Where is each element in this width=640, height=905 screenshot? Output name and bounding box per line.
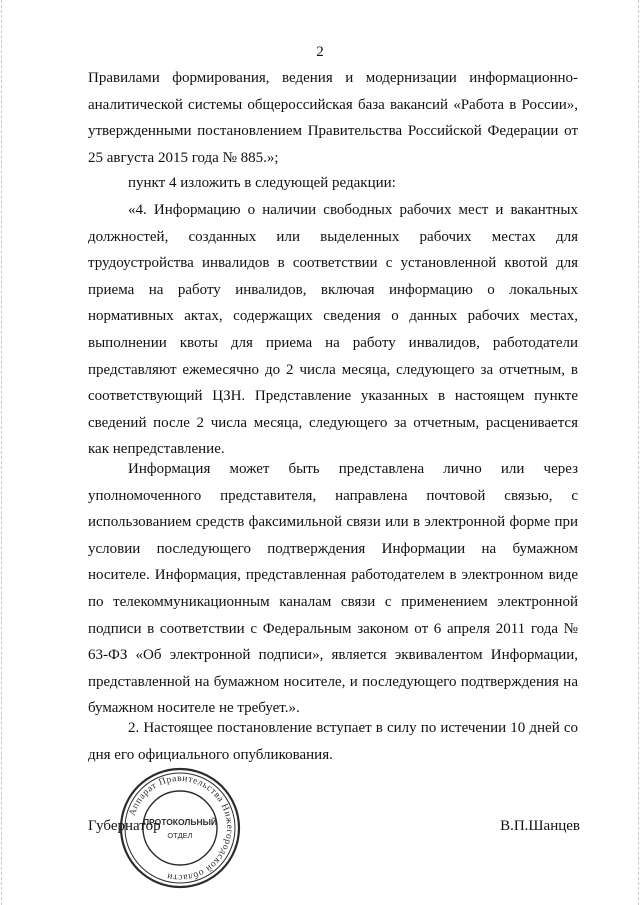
stamp-center-line1: ПРОТОКОЛЬНЫЙ xyxy=(142,817,218,827)
paragraph-info xyxy=(88,456,578,722)
paragraph-quote xyxy=(88,197,578,463)
paragraph-quote-text: «4. Информацию о наличии свободных рабочих мест и вакантных должностей, созданных или выделенных рабочих местах для трудоустройства инвалидов в соответствии с установленной квотой для приема на работу инвалидов, включая информацию о локальных нормативных актах, содержащих сведения о данных рабочих местах, выполнении квоты для приема на работу инвалидов, работодатели представляют ежемесячно до 2 числа месяца, следующего за отчетным, в соответствующий ЦЗН. Представление указанных в настоящем пункте сведений после 2 числа месяца, следующего за отчетным, расценивается как непредставление. xyxy=(88,202,578,458)
stamp-center-ring xyxy=(143,791,217,865)
paragraph-effective-text: 2. Настоящее постановление вступает в силу по истечении 10 дней со дня его официального опубликования. xyxy=(88,720,578,763)
stamp-outer-ring xyxy=(121,769,239,887)
paragraph-effective xyxy=(88,715,578,768)
signature-position: Губернатор xyxy=(88,818,161,834)
stamp-ring-text: Аппарат Правительства Нижегородской области xyxy=(127,773,235,883)
signature-name: В.П.Шанцев xyxy=(500,818,580,834)
paragraph-item4-text: пункт 4 изложить в следующей редакции: xyxy=(128,175,396,191)
paragraph-intro xyxy=(88,65,578,171)
page-edge-left xyxy=(1,0,2,905)
page-number: 2 xyxy=(316,44,324,60)
paragraph-intro-text: Правилами формирования, ведения и модернизации информационно-аналитической системы общероссийская база вакансий «Работа в России», утвержденными постановлением Правительства Российской Федерации от 25 августа 2015 года № 885.»; xyxy=(88,70,578,166)
stamp-inner-ring xyxy=(125,773,235,883)
paragraph-info-text: Информация может быть представлена лично или через уполномоченного представителя, направлена почтовой связью, с использованием средств факсимильной связи или в электронной форме при условии последующего подтверждения Информации на бумажном носителе. Информация, представленная работодателем в электронном виде по телекоммуникационным каналам связи с применением электронной подписи в соответствии с Федеральным законом от 6 апреля 2011 года № 63-ФЗ «Об электронной подписи», является эквивалентом Информации, представленной на бумажном носителе, и последующего подтверждения на бумажном носителе не требует.». xyxy=(88,461,578,717)
paragraph-item4 xyxy=(88,170,578,197)
page-edge-right xyxy=(638,0,639,905)
official-stamp xyxy=(118,766,242,890)
stamp-center-line2: ОТДЕЛ xyxy=(167,831,193,840)
